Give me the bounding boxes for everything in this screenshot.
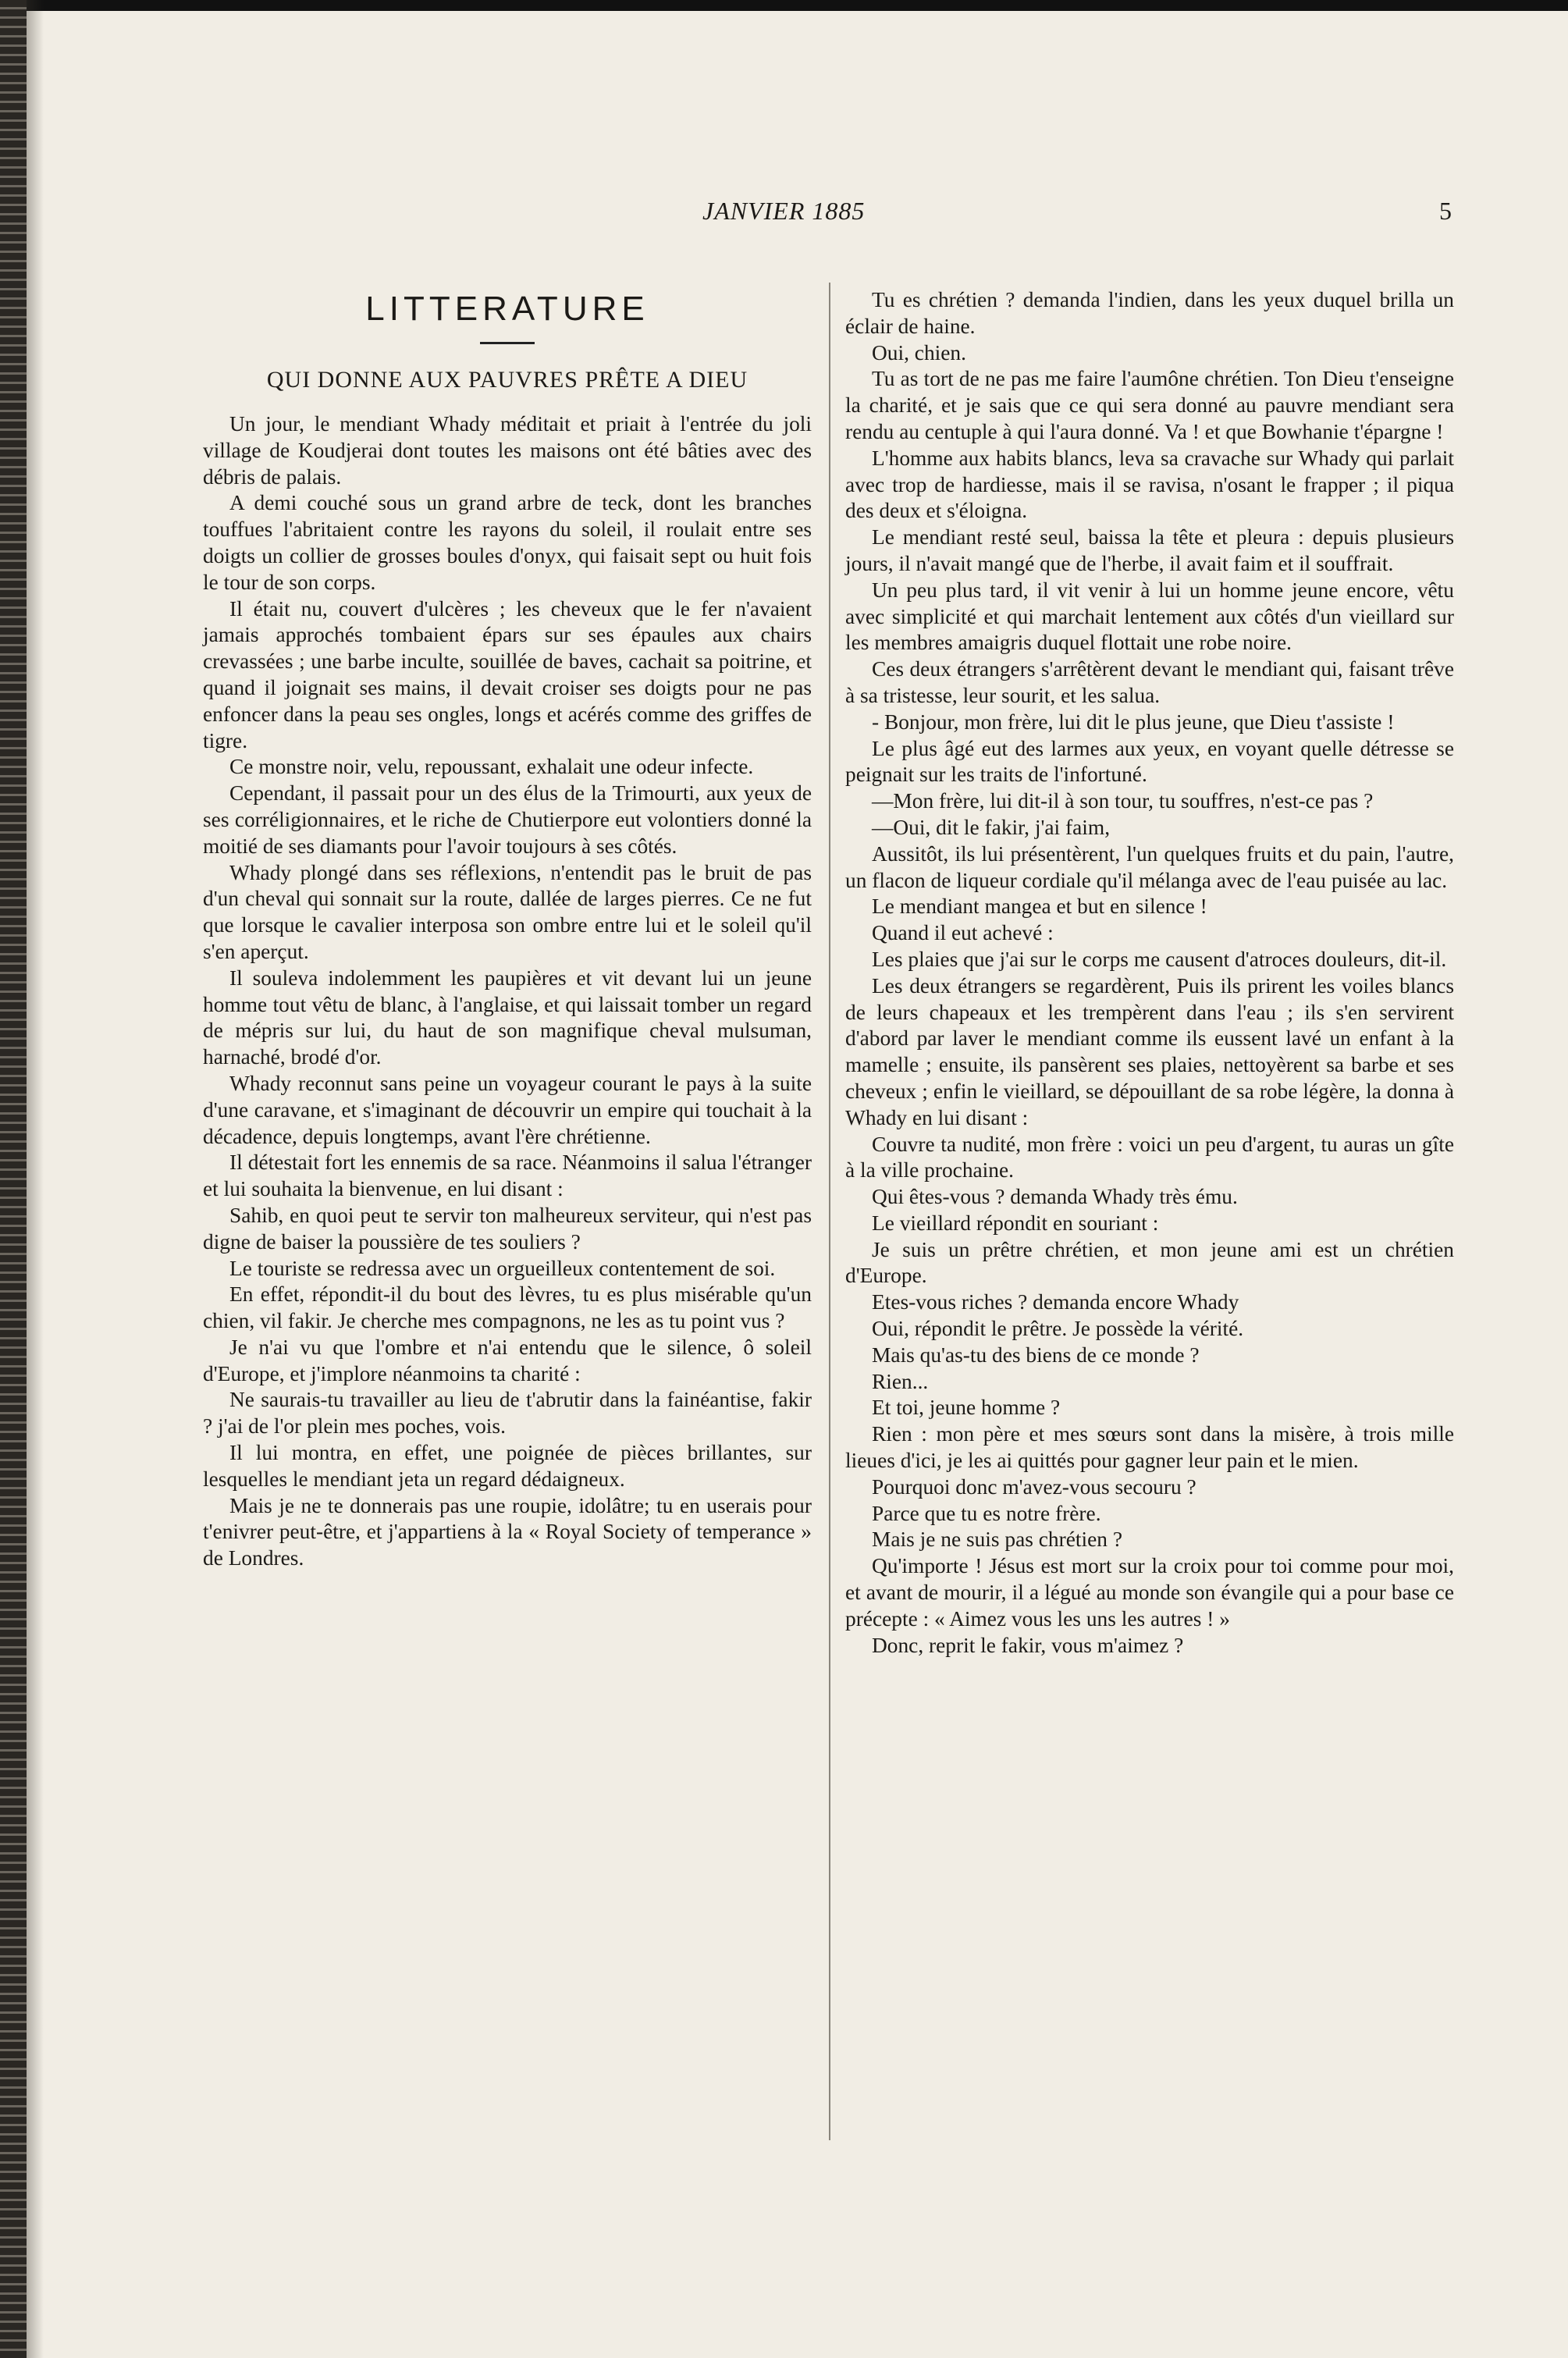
paragraph: Le touriste se redressa avec un orgueilleux contentement de soi. xyxy=(229,1256,776,1280)
paragraph: Et toi, jeune homme ? xyxy=(872,1396,1061,1420)
paragraph: Whady reconnut sans peine un voyageur courant le pays à la suite d'une caravane, et s'imaginant de découvrir un empire qui touchait à la décadence, depuis longtemps, avant l'ère chrétienne. xyxy=(203,1071,812,1148)
paragraph: Il était nu, couvert d'ulcères ; les cheveux que le fer n'avaient jamais approchés tombaient épars sur ses épaules aux chairs crevassées ; une barbe inculte, souillée de baves, cachait sa poitrine, et quand il joignait ses mains, il devait croiser ses doigts pour ne pas enfoncer dans la peau ses ongles, longs et acérés comme des griffes de tigre. xyxy=(203,596,812,752)
paragraph: Il souleva indolemment les paupières et vit devant lui un jeune homme tout vêtu de blanc, à l'anglaise, et qui laissait tomber un regard de mépris sur lui, du haut de son magnifique cheval mulsuman, harnaché, brodé d'or. xyxy=(203,966,812,1069)
paragraph: Sahib, en quoi peut te servir ton malheureux serviteur, qui n'est pas digne de baiser la poussière de tes souliers ? xyxy=(203,1203,812,1254)
paragraph: Un jour, le mendiant Whady méditait et priait à l'entrée du joli village de Koudjerai dont toutes les maisons ont été bâties avec des débris de palais. xyxy=(203,412,812,489)
paragraph: Pourquoi donc m'avez-vous secouru ? xyxy=(872,1474,1196,1499)
paragraph: Un peu plus tard, il vit venir à lui un homme jeune encore, vêtu avec simplicité et qui marchait lentement aux côtés d'un vieillard sur les membres amaigris duquel flottait une robe noire. xyxy=(845,578,1454,655)
paragraph: Le mendiant mangea et but en silence ! xyxy=(872,894,1207,919)
paragraph: —Oui, dit le fakir, j'ai faim, xyxy=(872,815,1111,839)
paragraph: Rien : mon père et mes sœurs sont dans la misère, à trois mille lieues d'ici, je les ai quittés pour gagner leur pain et le mien. xyxy=(845,1422,1454,1473)
paragraph: Il lui montra, en effet, une poignée de pièces brillantes, sur lesquelles le mendiant jeta un regard dédaigneux. xyxy=(203,1441,812,1491)
paragraph: Je n'ai vu que l'ombre et n'ai entendu que le silence, ô soleil d'Europe, et j'implore néanmoins ta charité : xyxy=(203,1335,812,1385)
paragraph: Mais je ne te donnerais pas une roupie, idolâtre; tu en userais pour t'enivrer peut-être, et j'appartiens à la « Royal Society of temperance » de Londres. xyxy=(203,1493,812,1570)
paragraph: A demi couché sous un grand arbre de teck, dont les branches touffues l'abritaient contre les rayons du soleil, il roulait entre ses doigts un collier de grosses boules d'onyx, qui faisait sept ou huit fois le tour de son corps. xyxy=(203,491,812,594)
paragraph: L'homme aux habits blancs, leva sa cravache sur Whady qui parlait avec trop de hardiesse, mais il se ravisa, n'osant le frapper ; il piqua des deux et s'éloigna. xyxy=(845,446,1454,523)
paragraph: Tu as tort de ne pas me faire l'aumône chrétien. Ton Dieu t'enseigne la charité, et je sais que ce qui sera donné au pauvre mendiant sera rendu au centuple à qui l'aura donné. Va ! et que Bowhanie t'épargne ! xyxy=(845,367,1454,443)
paragraph: Oui, chien. xyxy=(872,340,966,365)
paragraph: Qui êtes-vous ? demanda Whady très ému. xyxy=(872,1185,1238,1209)
paragraph: Rien... xyxy=(872,1369,929,1393)
page-number: 5 xyxy=(1439,197,1452,225)
paragraph: Quand il eut achevé : xyxy=(872,921,1054,945)
story-title: QUI DONNE AUX PAUVRES PRÊTE A DIEU xyxy=(266,367,748,393)
paragraph: Tu es chrétien ? demanda l'indien, dans les yeux duquel brilla un éclair de haine. xyxy=(845,288,1454,338)
paragraph: Qu'importe ! Jésus est mort sur la croix pour toi comme pour moi, et avant de mourir, il a légué au monde son évangile qui a pour base ce précepte : « Aimez vous les uns les autres ! » xyxy=(845,1554,1454,1631)
paragraph: Ne saurais-tu travailler au lieu de t'abrutir dans la fainéantise, fakir ? j'ai de l'or plein mes poches, vois. xyxy=(203,1388,812,1439)
paragraph: Il détestait fort les ennemis de sa race. Néanmoins il salua l'étranger et lui souhaita la bienvenue, en lui disant : xyxy=(203,1151,812,1201)
paragraph: Ces deux étrangers s'arrêtèrent devant le mendiant qui, faisant trêve à sa tristesse, leur sourit, et les salua. xyxy=(845,657,1454,707)
paragraph: Mais je ne suis pas chrétien ? xyxy=(872,1528,1122,1552)
left-column xyxy=(203,287,812,1572)
paragraph: Whady plongé dans ses réflexions, n'entendit pas le bruit de pas d'un cheval qui sonnait sur la route, dallée de larges pierres. Ce ne fut que lorsque le cavalier interposa son ombre entre lui et le soleil qu'il s'en aperçut. xyxy=(203,860,812,963)
top-border xyxy=(0,0,1568,11)
right-column xyxy=(845,287,1454,1659)
binding-edge xyxy=(0,0,27,2358)
paragraph: Le plus âgé eut des larmes aux yeux, en voyant quelle détresse se peignait sur les traits de l'infortuné. xyxy=(845,736,1454,787)
paragraph: Le mendiant resté seul, baissa la tête et pleura : depuis plusieurs jours, il n'avait mangé que de l'herbe, il avait faim et il souffrait. xyxy=(845,525,1454,575)
issue-date: JANVIER 1885 xyxy=(702,197,866,225)
paragraph: Donc, reprit le fakir, vous m'aimez ? xyxy=(872,1633,1184,1657)
paragraph: Mais qu'as-tu des biens de ce monde ? xyxy=(872,1343,1200,1367)
paragraph: Ce monstre noir, velu, repoussant, exhalait une odeur infecte. xyxy=(229,755,754,779)
section-rule xyxy=(480,342,535,344)
paragraph: Les plaies que j'ai sur le corps me causent d'atroces douleurs, dit-il. xyxy=(872,947,1447,971)
paragraph: En effet, répondit-il du bout des lèvres, tu es plus misérable qu'un chien, vil fakir. Je cherche mes compagnons, ne les as tu point vus ? xyxy=(203,1282,812,1333)
paragraph: - Bonjour, mon frère, lui dit le plus jeune, que Dieu t'assiste ! xyxy=(872,710,1395,734)
paragraph: Oui, répondit le prêtre. Je possède la vérité. xyxy=(872,1317,1244,1341)
binding-shadow xyxy=(27,0,44,2358)
paragraph: Les deux étrangers se regardèrent, Puis ils prirent les voiles blancs de leurs chapeaux et les trempèrent dans l'eau ; ils s'en servirent d'abord par laver le mendiant comme ils eussent lavé un enfant à la mamelle ; ensuite, ils pansèrent ses plaies, nettoyèrent sa barbe et ses cheveux ; enfin le vieillard, se dépouillant de sa robe légère, la donna à Whady en lui disant : xyxy=(845,973,1454,1129)
paragraph: —Mon frère, lui dit-il à son tour, tu souffres, n'est-ce pas ? xyxy=(872,789,1374,813)
section-title: LITTERATURE xyxy=(365,290,649,328)
paragraph: Parce que tu es notre frère. xyxy=(872,1501,1101,1525)
column-divider xyxy=(829,283,830,2140)
paragraph: Couvre ta nudité, mon frère : voici un peu d'argent, tu auras un gîte à la ville prochaine. xyxy=(845,1132,1454,1183)
paragraph: Le vieillard répondit en souriant : xyxy=(872,1211,1159,1235)
paragraph: Aussitôt, ils lui présentèrent, l'un quelques fruits et du pain, l'autre, un flacon de liqueur cordiale qu'il mélanga avec de l'eau puisée au lac. xyxy=(845,841,1454,892)
paragraph: Cependant, il passait pour un des élus de la Trimourti, aux yeux de ses corréligionnaires, et le riche de Chutierpore eut volontiers donné la moitié de ses diamants pour l'avoir toujours à ses côtés. xyxy=(203,781,812,858)
paragraph: Je suis un prêtre chrétien, et mon jeune ami est un chrétien d'Europe. xyxy=(845,1237,1454,1288)
paragraph: Etes-vous riches ? demanda encore Whady xyxy=(872,1290,1239,1314)
